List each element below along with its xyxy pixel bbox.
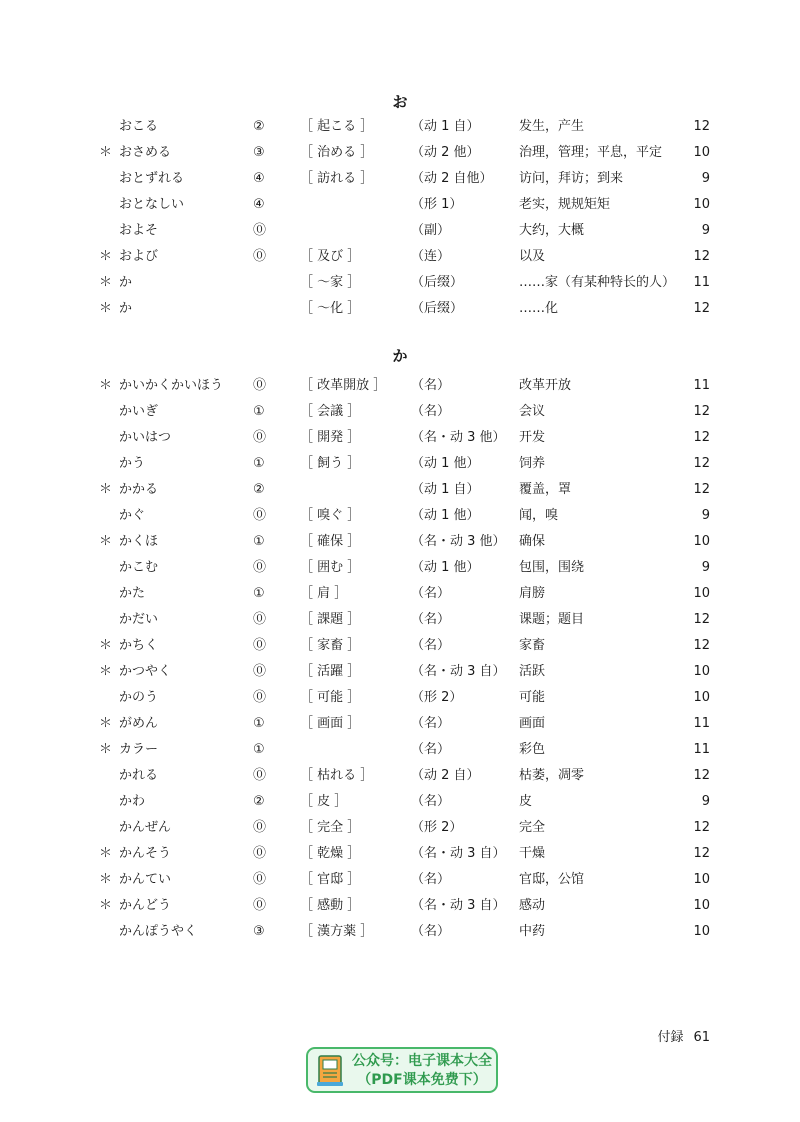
entry-star-mark: ＊ [99,249,113,264]
entry-part-of-speech: （连） [411,249,451,264]
vocab-entry-row [0,114,800,140]
vocab-entry-row [0,425,800,451]
entry-part-of-speech: （名） [411,794,451,809]
entry-meaning: 肩膀 [519,586,546,601]
entry-lesson: 12 [693,119,710,134]
entry-meaning: 课题；题目 [519,612,585,627]
entry-part-of-speech: （名） [411,638,451,653]
entry-part-of-speech: （形 1） [411,197,463,212]
vocab-entry-row [0,503,800,529]
watermark-line-2: （PDF课本免费下） [357,1072,487,1088]
entry-kanji: ［ 漢方薬 ］ [300,924,374,939]
entry-kanji: ［ 課題 ］ [300,612,361,627]
entry-part-of-speech: （名） [411,742,451,757]
entry-accent: ③ [253,924,265,939]
entry-accent: ⓪ [253,560,267,575]
appendix-label: 付録 [657,1030,684,1045]
entry-meaning: 改革开放 [519,378,572,393]
entry-kana: かんぽうやく [119,924,198,939]
entry-meaning: ……家（有某种特长的人） [519,275,676,290]
vocab-entry-row [0,711,800,737]
entry-accent: ③ [253,145,265,160]
entry-kanji: ［ ～化 ］ [300,301,361,316]
entry-accent: ① [253,456,265,471]
entry-part-of-speech: （动 1 自） [411,482,480,497]
entry-part-of-speech: （形 2） [411,690,463,705]
entry-accent: ④ [253,197,265,212]
entry-accent: ① [253,716,265,731]
entry-kana: か [119,275,133,290]
vocab-entry-row [0,581,800,607]
vocab-entry-row [0,218,800,244]
entry-meaning: 确保 [519,534,546,549]
entry-part-of-speech: （后缀） [411,275,464,290]
entry-kana: かこむ [119,560,159,575]
entry-lesson: 10 [693,664,710,679]
entry-part-of-speech: （名） [411,378,451,393]
entry-lesson: 11 [693,716,710,731]
entry-accent: ⓪ [253,430,267,445]
entry-part-of-speech: （名） [411,716,451,731]
book-icon [316,1054,346,1088]
entry-lesson: 11 [693,742,710,757]
entry-part-of-speech: （动 2 他） [411,145,480,160]
entry-lesson: 10 [693,197,710,212]
section-heading: か [392,347,408,365]
entry-part-of-speech: （名） [411,924,451,939]
entry-kana: カラー [119,742,159,757]
entry-kana: かぐ [119,508,146,523]
entry-accent: ② [253,794,265,809]
entry-kanji: ［ 起こる ］ [300,119,374,134]
vocab-entry-row [0,737,800,763]
entry-accent: ⓪ [253,846,267,861]
entry-star-mark: ＊ [99,846,113,861]
entry-lesson: 12 [693,768,710,783]
entry-star-mark: ＊ [99,482,113,497]
entry-part-of-speech: （名） [411,612,451,627]
entry-accent: ② [253,482,265,497]
entry-kanji: ［ 可能 ］ [300,690,361,705]
entry-kanji: ［ 会議 ］ [300,404,361,419]
entry-part-of-speech: （后缀） [411,301,464,316]
entry-meaning: 访问，拜访；到来 [519,171,624,186]
entry-star-mark: ＊ [99,872,113,887]
vocab-entry-row [0,555,800,581]
entry-accent: ⓪ [253,638,267,653]
entry-part-of-speech: （名・动 3 自） [411,664,506,679]
vocab-entry-row [0,919,800,945]
entry-part-of-speech: （动 1 他） [411,456,480,471]
vocab-entry-row [0,244,800,270]
entry-accent: ① [253,534,265,549]
entry-kanji: ［ ～家 ］ [300,275,361,290]
entry-kanji: ［ 感動 ］ [300,898,361,913]
entry-meaning: 彩色 [519,742,546,757]
entry-meaning: 官邸，公馆 [519,872,585,887]
entry-accent: ① [253,742,265,757]
entry-accent: ⓪ [253,612,267,627]
entry-kanji: ［ 画面 ］ [300,716,361,731]
entry-meaning: 覆盖，罩 [519,482,572,497]
entry-accent: ② [253,119,265,134]
entry-kanji: ［ 家畜 ］ [300,638,361,653]
entry-part-of-speech: （动 2 自他） [411,171,493,186]
entry-part-of-speech: （名・动 3 自） [411,846,506,861]
entry-part-of-speech: （名・动 3 他） [411,534,506,549]
vocab-entry-row [0,373,800,399]
vocab-entry-row [0,893,800,919]
entry-lesson: 12 [693,430,710,445]
entry-star-mark: ＊ [99,638,113,653]
entry-kana: かんてい [119,872,172,887]
entry-accent: ⓪ [253,664,267,679]
entry-accent: ⓪ [253,378,267,393]
vocab-entry-row [0,270,800,296]
entry-lesson: 12 [693,301,710,316]
entry-lesson: 12 [693,249,710,264]
entry-part-of-speech: （形 2） [411,820,463,835]
entry-accent: ⓪ [253,872,267,887]
entry-star-mark: ＊ [99,301,113,316]
entry-meaning: 大约，大概 [519,223,585,238]
entry-kana: かう [119,456,146,471]
entry-lesson: 10 [693,872,710,887]
entry-accent: ⓪ [253,223,267,238]
entry-kanji: ［ 囲む ］ [300,560,361,575]
entry-lesson: 10 [693,924,710,939]
entry-kanji: ［ 官邸 ］ [300,872,361,887]
entry-accent: ⓪ [253,690,267,705]
entry-lesson: 9 [701,560,710,575]
entry-meaning: 开发 [519,430,546,445]
entry-meaning: 中药 [519,924,546,939]
entry-part-of-speech: （动 1 自） [411,119,480,134]
watermark-badge [306,1047,498,1093]
entry-lesson: 11 [693,378,710,393]
entry-kana: かのう [119,690,159,705]
entry-kana: か [119,301,133,316]
entry-lesson: 10 [693,586,710,601]
entry-meaning: 可能 [519,690,546,705]
entry-kanji: ［ 治める ］ [300,145,374,160]
entry-lesson: 10 [693,534,710,549]
vocab-entry-row [0,451,800,477]
entry-star-mark: ＊ [99,275,113,290]
entry-meaning: 发生，产生 [519,119,585,134]
vocab-entry-row [0,192,800,218]
entry-star-mark: ＊ [99,534,113,549]
entry-meaning: 画面 [519,716,546,731]
entry-accent: ⓪ [253,820,267,835]
vocab-entry-row [0,529,800,555]
entry-kana: かつやく [119,664,172,679]
entry-kana: おとなしい [119,197,185,212]
entry-kanji: ［ 完全 ］ [300,820,361,835]
entry-kanji: ［ 及び ］ [300,249,361,264]
entry-star-mark: ＊ [99,716,113,731]
entry-meaning: 包围，围绕 [519,560,585,575]
entry-kanji: ［ 肩 ］ [300,586,348,601]
entry-meaning: 皮 [519,794,533,809]
entry-lesson: 9 [701,794,710,809]
entry-meaning: 饲养 [519,456,546,471]
entry-lesson: 9 [701,508,710,523]
entry-kana: かくほ [119,534,159,549]
entry-kanji: ［ 嗅ぐ ］ [300,508,361,523]
entry-lesson: 12 [693,612,710,627]
entry-meaning: 家畜 [519,638,546,653]
vocab-entry-row [0,867,800,893]
entry-meaning: 会议 [519,404,546,419]
vocab-entry-row [0,166,800,192]
entry-accent: ④ [253,171,265,186]
vocab-entry-row [0,659,800,685]
entry-kana: かんそう [119,846,172,861]
entry-part-of-speech: （动 1 他） [411,508,480,523]
entry-lesson: 10 [693,690,710,705]
entry-kana: かた [119,586,146,601]
entry-kanji: ［ 訪れる ］ [300,171,374,186]
entry-accent: ⓪ [253,249,267,264]
entry-kana: かちく [119,638,159,653]
entry-accent: ⓪ [253,508,267,523]
entry-kanji: ［ 開発 ］ [300,430,361,445]
entry-kana: おとずれる [119,171,185,186]
entry-star-mark: ＊ [99,378,113,393]
entry-part-of-speech: （名） [411,404,451,419]
entry-part-of-speech: （动 2 自） [411,768,480,783]
entry-lesson: 9 [701,171,710,186]
vocab-entry-row [0,607,800,633]
entry-kana: かいぎ [119,404,159,419]
entry-lesson: 11 [693,275,710,290]
entry-lesson: 12 [693,404,710,419]
entry-kana: かだい [119,612,159,627]
entry-kana: かいかくかいほう [119,378,224,393]
entry-meaning: 活跃 [519,664,546,679]
entry-accent: ① [253,586,265,601]
vocab-entry-row [0,763,800,789]
entry-kanji: ［ 改革開放 ］ [300,378,387,393]
entry-meaning: 治理，管理；平息，平定 [519,145,663,160]
vocab-entry-row [0,815,800,841]
vocab-entry-row [0,841,800,867]
entry-kana: かいはつ [119,430,172,445]
entry-kanji: ［ 皮 ］ [300,794,348,809]
entry-kana: かかる [119,482,159,497]
vocab-entry-row [0,140,800,166]
entry-star-mark: ＊ [99,898,113,913]
entry-accent: ① [253,404,265,419]
vocab-entry-row [0,685,800,711]
entry-meaning: 闻，嗅 [519,508,559,523]
entry-accent: ⓪ [253,898,267,913]
entry-kana: がめん [119,716,159,731]
entry-kana: かれる [119,768,159,783]
entry-part-of-speech: （名） [411,872,451,887]
entry-lesson: 10 [693,145,710,160]
entry-meaning: 感动 [519,898,546,913]
entry-lesson: 12 [693,820,710,835]
section-heading: お [392,93,408,111]
entry-part-of-speech: （名・动 3 自） [411,898,506,913]
entry-meaning: ……化 [519,301,559,316]
entry-meaning: 枯萎，凋零 [519,768,585,783]
entry-lesson: 12 [693,638,710,653]
entry-part-of-speech: （名） [411,586,451,601]
entry-kana: おさめる [119,145,172,160]
entry-lesson: 12 [693,482,710,497]
entry-kanji: ［ 乾燥 ］ [300,846,361,861]
vocab-entry-row [0,296,800,322]
entry-part-of-speech: （名・动 3 他） [411,430,506,445]
entry-part-of-speech: （动 1 他） [411,560,480,575]
vocab-entry-row [0,399,800,425]
entry-accent: ⓪ [253,768,267,783]
entry-meaning: 以及 [519,249,546,264]
entry-kanji: ［ 活躍 ］ [300,664,361,679]
vocab-entry-row [0,477,800,503]
vocab-entry-row [0,633,800,659]
watermark-line-1: 公众号：电子课本大全 [352,1053,492,1069]
entry-kana: およそ [119,223,159,238]
vocab-entry-row [0,789,800,815]
entry-kana: および [119,249,159,264]
entry-kana: おこる [119,119,159,134]
entry-kana: かわ [119,794,146,809]
page-number: 61 [693,1030,710,1045]
entry-lesson: 12 [693,456,710,471]
entry-meaning: 完全 [519,820,546,835]
entry-meaning: 干燥 [519,846,546,861]
entry-star-mark: ＊ [99,145,113,160]
entry-kanji: ［ 枯れる ］ [300,768,374,783]
entry-kana: かんどう [119,898,172,913]
entry-meaning: 老实，规规矩矩 [519,197,611,212]
entry-lesson: 9 [701,223,710,238]
entry-star-mark: ＊ [99,742,113,757]
entry-lesson: 12 [693,846,710,861]
entry-part-of-speech: （副） [411,223,451,238]
page-footer [657,1028,710,1048]
entry-lesson: 10 [693,898,710,913]
entry-kanji: ［ 飼う ］ [300,456,361,471]
entry-kana: かんぜん [119,820,172,835]
entry-kanji: ［ 確保 ］ [300,534,361,549]
entry-star-mark: ＊ [99,664,113,679]
